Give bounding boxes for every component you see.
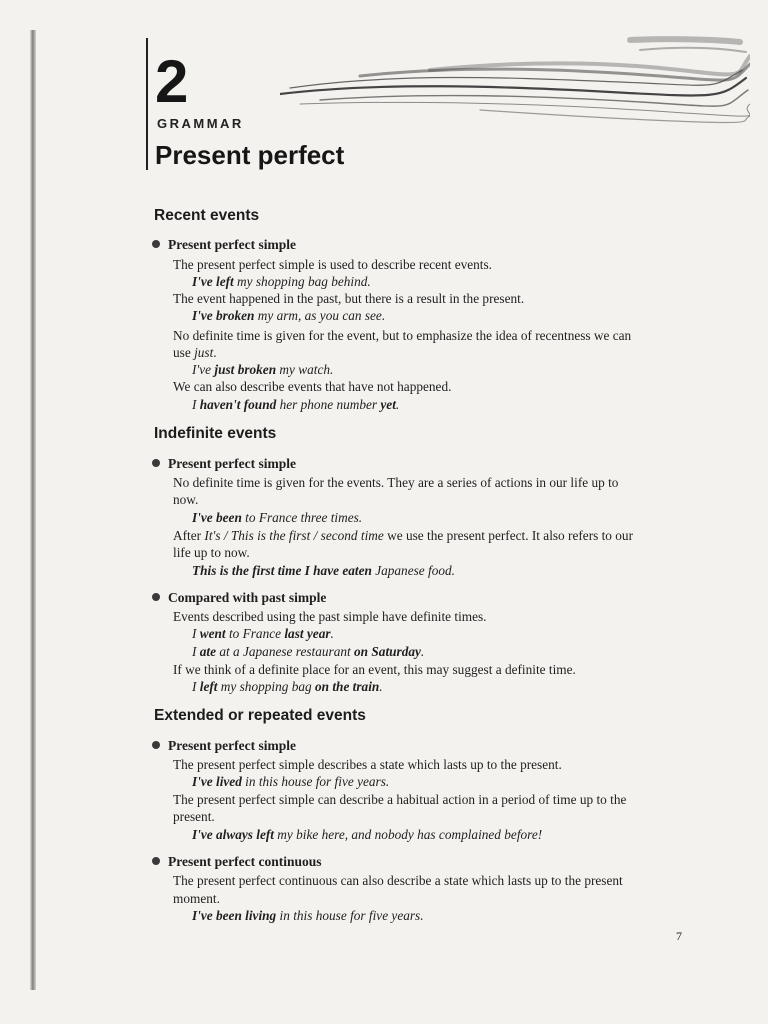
- body-line: The present perfect simple can describe a habitual action in a period of time up to the: [173, 792, 627, 807]
- chapter-label: GRAMMAR: [157, 116, 244, 131]
- bullet-icon: [152, 741, 160, 749]
- example-line: I've broken my arm, as you can see.: [192, 308, 386, 323]
- bullet-label: Present perfect simple: [168, 738, 296, 753]
- decorative-swoosh: [280, 30, 750, 140]
- body-line: After It's / This is the first / second time we use the present perfect. It also refers to our: [173, 528, 634, 543]
- page-binding-edge: [30, 30, 36, 990]
- bullet-label: Compared with past simple: [168, 590, 327, 605]
- page-title: Present perfect: [155, 140, 345, 170]
- body-line: The present perfect simple is used to describe recent events.: [173, 257, 493, 272]
- example-line: I've lived in this house for five years.: [192, 774, 390, 789]
- example-line: I've left my shopping bag behind.: [192, 274, 371, 289]
- bullet-title: [152, 738, 296, 754]
- example-line: This is the first time I have eaten Japanese food.: [192, 563, 455, 578]
- body-line: The event happened in the past, but there is a result in the present.: [173, 291, 525, 306]
- bullet-icon: [152, 857, 160, 865]
- bullet-title: [152, 456, 296, 472]
- example-line: I've always left my bike here, and nobody has complained before!: [192, 827, 543, 842]
- example-line: I ate at a Japanese restaurant on Saturday.: [192, 644, 425, 659]
- body-line: Events described using the past simple have definite times.: [173, 609, 487, 624]
- bullet-label: Present perfect simple: [168, 456, 296, 471]
- bullet-label: Present perfect simple: [168, 237, 296, 252]
- bullet-icon: [152, 459, 160, 467]
- body-line: use just.: [173, 345, 217, 360]
- body-line: If we think of a definite place for an event, this may suggest a definite time.: [173, 662, 576, 677]
- bullet-title: [152, 854, 321, 870]
- bullet-icon: [152, 593, 160, 601]
- bullet-title: [152, 237, 296, 253]
- body-line: life up to now.: [173, 545, 250, 560]
- bullet-icon: [152, 240, 160, 248]
- body-line: moment.: [173, 891, 220, 906]
- body-line: now.: [173, 492, 199, 507]
- example-line: I've just broken my watch.: [192, 362, 334, 377]
- example-line: I went to France last year.: [192, 626, 334, 641]
- example-line: I've been to France three times.: [192, 510, 363, 525]
- example-line: I've been living in this house for five years.: [192, 908, 424, 923]
- section-heading-indefinite-events: Indefinite events: [154, 425, 277, 442]
- section-heading-recent-events: Recent events: [154, 207, 260, 224]
- bullet-label: Present perfect continuous: [168, 854, 322, 869]
- example-line: I left my shopping bag on the train.: [192, 679, 383, 694]
- body-line: The present perfect continuous can also describe a state which lasts up to the present: [173, 873, 623, 888]
- body-line: present.: [173, 809, 215, 824]
- page-number: 7: [676, 929, 682, 943]
- header-rule: [146, 38, 148, 170]
- body-line: We can also describe events that have not happened.: [173, 379, 452, 394]
- body-line: No definite time is given for the event, but to emphasize the idea of recentness we can: [173, 328, 632, 343]
- section-heading-extended-or-repeated-events: Extended or repeated events: [154, 707, 366, 724]
- chapter-number: 2: [155, 48, 189, 115]
- body-line: No definite time is given for the events. They are a series of actions in our life up to: [173, 475, 619, 490]
- body-line: The present perfect simple describes a state which lasts up to the present.: [173, 757, 562, 772]
- bullet-title: [152, 590, 326, 606]
- example-line: I haven't found her phone number yet.: [192, 397, 400, 412]
